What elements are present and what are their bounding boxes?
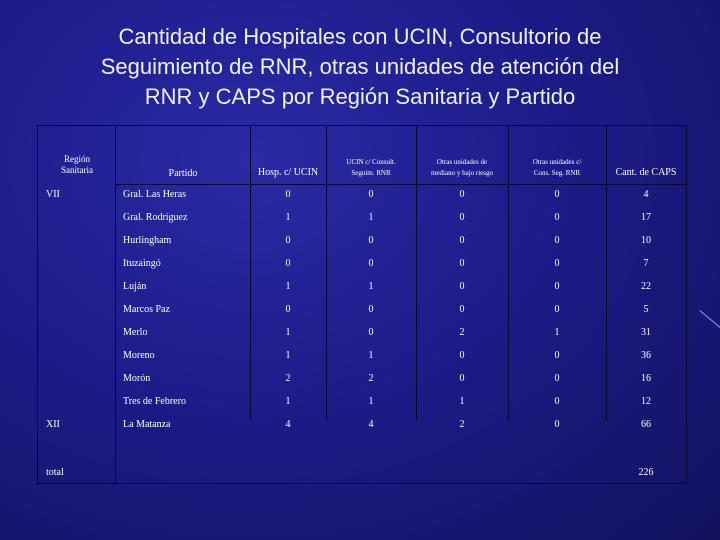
hosp-ucin-cell: 0: [285, 235, 291, 246]
otras-mediano-cell: 0: [459, 189, 465, 200]
partido-cell: Luján: [123, 281, 147, 292]
otras-mediano-cell: 0: [459, 304, 465, 315]
ucin-consult-cell: 0: [368, 327, 374, 338]
header-region: Región Sanitaria: [61, 154, 93, 175]
ucin-consult-cell: 1: [368, 350, 374, 361]
otras-cons-cell: 0: [554, 304, 560, 315]
otras-cons-cell: 0: [554, 235, 560, 246]
ucin-consult-cell: 0: [368, 189, 374, 200]
hosp-ucin-cell: 1: [285, 327, 291, 338]
partido-cell: Gral. Rodríguez: [123, 212, 188, 223]
ucin-consult-cell: 0: [368, 258, 374, 269]
total-label: total: [46, 467, 64, 478]
ucin-consult-cell: 1: [368, 212, 374, 223]
caps-cell: 7: [643, 258, 649, 269]
hosp-ucin-cell: 1: [285, 396, 291, 407]
partido-cell: Ituzaingó: [123, 258, 161, 269]
otras-mediano-cell: 0: [459, 212, 465, 223]
ucin-consult-cell: 0: [368, 235, 374, 246]
hosp-ucin-cell: 0: [285, 189, 291, 200]
partido-cell: Marcos Paz: [123, 304, 170, 315]
decorative-line: [699, 310, 720, 330]
otras-mediano-cell: 1: [459, 396, 465, 407]
otras-cons-cell: 0: [554, 350, 560, 361]
total-caps: 226: [638, 467, 654, 478]
hosp-ucin-cell: 4: [285, 419, 291, 430]
header-partido: Partido: [168, 168, 198, 179]
otras-cons-cell: 0: [554, 189, 560, 200]
caps-cell: 12: [641, 396, 651, 407]
otras-mediano-cell: 2: [459, 419, 465, 430]
ucin-consult-cell: 4: [368, 419, 374, 430]
title-line: Seguimiento de RNR, otras unidades de atención del: [100, 54, 620, 79]
caps-cell: 22: [641, 281, 651, 292]
caps-cell: 31: [641, 327, 651, 338]
otras-cons-cell: 0: [554, 281, 560, 292]
otras-mediano-cell: 0: [459, 235, 465, 246]
caps-cell: 66: [641, 419, 651, 430]
otras-mediano-cell: 0: [459, 281, 465, 292]
caps-cell: 17: [641, 212, 651, 223]
partido-cell: Hurlingham: [123, 235, 172, 246]
caps-cell: 10: [641, 235, 651, 246]
otras-cons-cell: 0: [554, 373, 560, 384]
title-line: RNR y CAPS por Región Sanitaria y Partido: [144, 84, 576, 109]
ucin-consult-cell: 1: [368, 281, 374, 292]
caps-cell: 5: [643, 304, 649, 315]
partido-cell: Merlo: [123, 327, 148, 338]
otras-mediano-cell: 0: [459, 373, 465, 384]
partido-cell: Moreno: [123, 350, 155, 361]
ucin-consult-cell: 2: [368, 373, 374, 384]
otras-cons-cell: 1: [554, 327, 560, 338]
otras-mediano-cell: 2: [459, 327, 465, 338]
hosp-ucin-cell: 0: [285, 258, 291, 269]
header-divider: [115, 184, 686, 185]
otras-cons-cell: 0: [554, 396, 560, 407]
header-otras-cons: Otras unidades c/ Cons. Seg. RNR: [532, 158, 582, 177]
hosp-ucin-cell: 2: [285, 373, 291, 384]
region-cell: XII: [46, 419, 60, 430]
header-otras-mediano: Otras unidades de mediano y bajo riesgo: [430, 158, 493, 177]
otras-cons-cell: 0: [554, 419, 560, 430]
partido-cell: Tres de Febrero: [123, 396, 186, 407]
partido-cell: Morón: [123, 373, 151, 384]
column-divider: [115, 126, 116, 483]
header-hosp-ucin: Hosp. c/ UCIN: [257, 167, 319, 178]
otras-mediano-cell: 0: [459, 350, 465, 361]
ucin-consult-cell: 1: [368, 396, 374, 407]
otras-cons-cell: 0: [554, 258, 560, 269]
ucin-consult-cell: 0: [368, 304, 374, 315]
caps-cell: 4: [643, 189, 649, 200]
hosp-ucin-cell: 1: [285, 212, 291, 223]
partido-cell: La Matanza: [123, 419, 171, 430]
partido-cell: Gral. Las Heras: [123, 189, 187, 200]
caps-cell: 36: [641, 350, 651, 361]
hospitals-table: [37, 125, 687, 484]
title-line: Cantidad de Hospitales con UCIN, Consultorio de: [118, 24, 602, 49]
hosp-ucin-cell: 1: [285, 350, 291, 361]
header-caps: Cant. de CAPS: [615, 167, 677, 178]
otras-cons-cell: 0: [554, 212, 560, 223]
caps-cell: 16: [641, 373, 651, 384]
region-cell: VII: [46, 189, 60, 200]
hosp-ucin-cell: 1: [285, 281, 291, 292]
hosp-ucin-cell: 0: [285, 304, 291, 315]
otras-mediano-cell: 0: [459, 258, 465, 269]
page-title: [20, 22, 700, 112]
header-ucin-consult: UCIN c/ Consult. Seguim. RNR: [346, 158, 396, 177]
